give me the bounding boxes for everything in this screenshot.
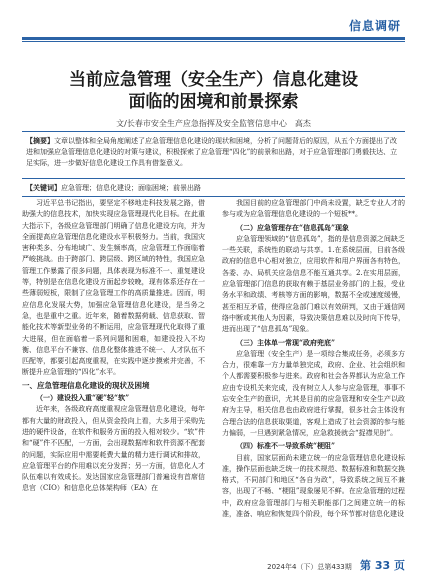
keywords-line: [22, 183, 405, 197]
abstract-label: 【摘要】: [26, 136, 54, 145]
subsection1-heading: （一）建设投入重“硬”轻“软”: [36, 393, 130, 403]
intro-paragraph: 习近平总书记指出，要坚定不移地走科技发展之路，借助强大的信息技术，加快实现应急管理现代化目标。在此重大指示下，各级应急管理部门明确了信息化建设方向，并为全面提高应急管理信息化建设水平积极努力。当前，我国灾害种类多、分布地域广、发生频率高，应急管理工作面临着严峻挑战。由于跨部门、跨层级、跨区域的特性，我国应急管理工作暴露了很多问题，具体表现为标准不一、重复建设等，特别是在信息化建设方面起步较晚，现有体系还存在一些薄弱短板，限制了应急管理工作的高质量推进。因而，明应信息化发展大势，加强应急管理信息化建设，是当务之急，也是重中之重。近年来，随着数据荷载、信息获取、智能化技术等新型业务的不断运用，应急管理现代化取得了重大进展，但在面临着一系列问题和困难，如建设投入不均衡、信息平台不兼容、信息化整体推进不统一、人才队伍不匹配等，都要引起高度重视，在实践中逐步摸索并完善，不断提升应急管理的“四化”水平。: [22, 199, 205, 377]
keywords-label: 【关键词】: [26, 183, 61, 192]
subsection2-heading: （二）应急管理存在“信息孤岛”现象: [236, 222, 350, 232]
header-rule-thin: [22, 41, 405, 42]
subsection1-text: 近年来，各级政府高度重视应急管理信息化建设，每年都有大量的财政投入，但从资金投向上看，大多用于采购先进的硬件设备，在软件和服务方面的投入相对较少。“软”件和“硬”件不匹配，一方面，会出现数据库和软件资源不配套的问题，实际应用中需要耗费大量的精力进行调试和排故，应急管理平台的作用难以充分发挥；另一方面，信息化人才队伍难以有效成长。发达国家应急管理部门普遍设有首席信息官（CIO）和信息化总体架构师（EA）在: [22, 405, 205, 493]
subsection4-text: 目前，国家层面尚未建立统一的应急管理信息化建设标准，操作层面也缺乏统一的技术规范、数据标准和数据交换格式，不同部门和地区“各自为政”，导致系统之间互不兼容，出现了不畅、“梗阻”现象屡见不鲜。在应急管理的过程中，政府应急管理部门与相关职能部门之间建立统一的标准，准备、响应和恢复四个阶段，每个环节都对信息化建设: [222, 453, 405, 519]
right-column: [222, 198, 405, 521]
subsection2-text: 应急管理领域的“信息孤岛”，指的是信息资源之间缺乏一些关联，系统性的联动与共享。1.在系统层面，目前各级政府的信息中心相对独立，应用软件和用户界面各有特色，各委、办、局机关应急信息不能互通共享。2.在实用层面，应急管理部门信息的获取有赖于基层业务部门的上报，受业务水平和政绩、考核等方面的影响，数据不全或速度缓慢，甚至相互矛盾，使得应急部门难以有效研判，又由于通信网络中断或其他人为因素，导致决策信息难以及时向下传导，进而出现了“信息孤岛”现象。: [222, 234, 405, 334]
article-title-line1: 当前应急管理（安全生产）信息化建设: [69, 70, 358, 90]
subsection3-heading: （三）主体单一常现“政府兜底”: [236, 337, 336, 347]
right-continuation-paragraph: 我国目前的应急管理部门中尚未设置，缺乏专业人才的参与或为应急管理信息化建设的一个短板**。: [222, 199, 405, 219]
article-title-line2: 面临的困境和前景探索: [128, 92, 299, 112]
section-tag: 信息调研: [348, 19, 401, 33]
left-column: [22, 198, 205, 496]
subsection3-text: 应急管理（安全生产）是一项综合集成任务，必须多方合力，很难靠一方力量单独完成，政府、企业、社会组织和个人都需要积极参与进来。政府和社会各界都认为应急工作应由专设机关来完成，没有树立人人参与应急管理，事事不忘安全生产的意识，尤其是目前的应急管理和安全生产以政府为主导，相关信息也由政府进行掌握，很多社会主体没有合理合法的信息获取渠道，客观上造成了社会资源的参与能力偏弱，一旦遇到紧急情况，应急救援就会“捉襟见肘”。: [222, 349, 405, 437]
page-number: 第 33 页: [360, 559, 405, 572]
subsection4-heading: （四）标准不一导致系统“梗阻”: [236, 441, 336, 451]
keywords-text: 应急管理；信息化建设；面临困境；前景出路: [61, 184, 201, 192]
header-rule: [22, 37, 405, 40]
abstract-box: [22, 131, 405, 179]
page-footer: [267, 557, 405, 573]
section1-heading: 一、应急管理信息化建设的现状及困境: [22, 380, 150, 390]
abstract-text: 文章以整体和全局角度阐述了应急管理信息化建设的现状和困境，分析了问题背后的原因，从五个方面提出了改进和加强应急管理信息化建设的对策与建议，积极探索了应急管理“四化”的前景和出路，对于应急管理部门勇毅扶达、立足实际，进一步做好信息化建设工作具有借鉴意义。: [26, 137, 398, 167]
issue-info: 2024年4（下）总第433期: [267, 563, 352, 571]
article-author: 文/长春市安全生产应急指挥及安全监管信息中心 高杰: [116, 119, 311, 128]
